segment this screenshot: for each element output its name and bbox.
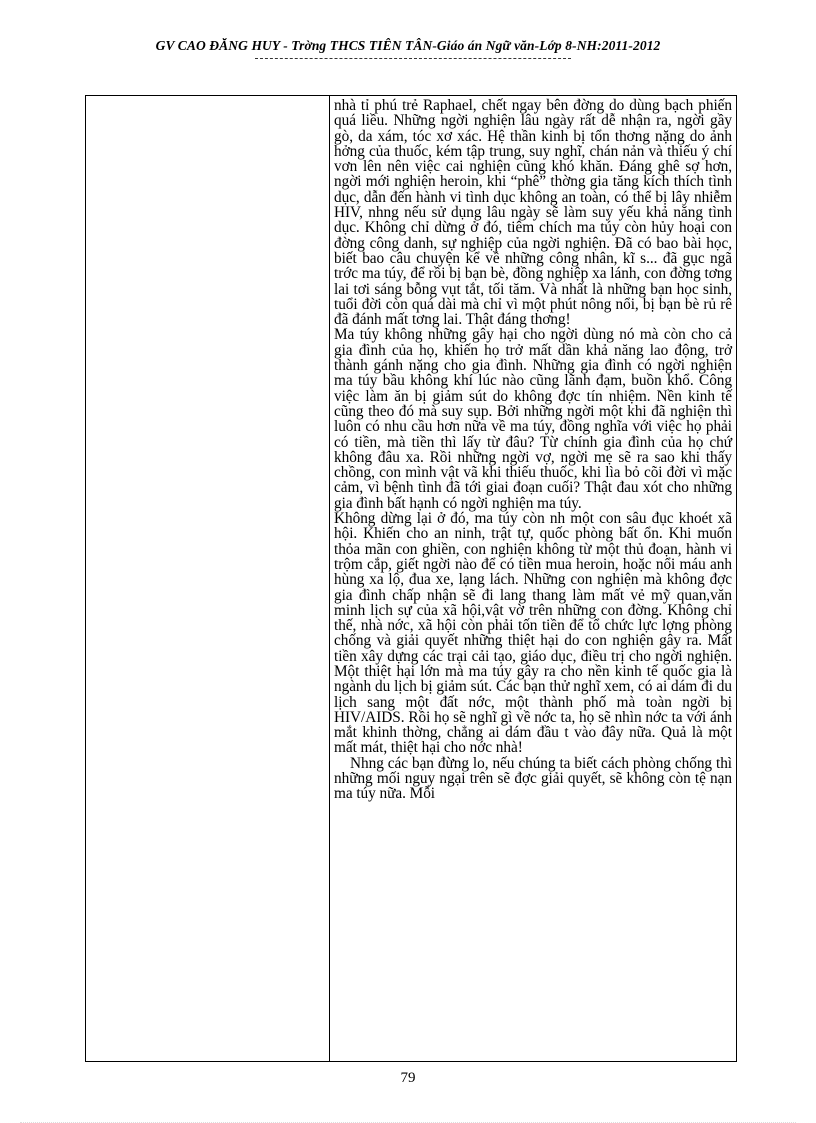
paragraph-1: nhà tỉ phú trẻ Raphael, chết ngay bên đờng do dùng bạch phiến quá liều. Những ngời nghiện lâu ngày rất dễ nhận ra, ngời gầy gò, da xám, tóc xơ xác. Hệ thần kinh bị tổn thơng nặng do ảnh hởng của thuốc, kém tập trung, suy nghĩ, chán nản và thiếu ý chí vơn lên nên việc cai nghiện cũng khó khăn. Đáng ghê sợ hơn, ngời mới nghiện heroin, khi “phê” thờng gia tăng kích thích tình dục, dẫn đến hành vi tình dục không an toàn, có thể bị lây nhiễm HIV, nhng nếu sử dụng lâu ngày sẽ làm suy yếu khả năng tình dục. Không chỉ dừng ở đó, tiêm chích ma túy còn hủy hoại con đờng công danh, sự nghiệp của ngời nghiện. Đã có bao bài học, biết bao câu chuyện kể về những công nhân, kĩ s... đã gục ngã trớc ma túy, để rồi bị bạn bè, đồng nghiệp xa lánh, con đờng tơng lai tơi sáng bỗng vụt tắt, tối tăm. Và nhất là những bạn học sinh, tuổi đời còn quá dài mà chỉ vì một phút nông nổi, bị bạn bè rủ rê đã đánh mất tơng lai. Thật đáng thơng! [334, 97, 732, 329]
page-header: GV CAO ĐĂNG HUY - Trờng THCS TIÊN TÂN-Giáo án Ngữ văn-Lớp 8-NH:2011-2012 [155, 38, 661, 53]
header-rule [255, 58, 571, 59]
paragraph-3: Không dừng lại ở đó, ma túy còn nh một con sâu đục khoét xã hội. Khiến cho an ninh, trật tự, quốc phòng bất ổn. Khi muốn thỏa mãn con ghiền, con nghiện không từ một thủ đoạn, hành vi trộm cắp, giết ngời nào để có tiền mua heroin, hoặc nổi máu anh hùng xa lộ, đua xe, lạng lách. Những con nghiện mà không đợc gia đình chấp nhận sẽ đi lang thang làm mất vẻ mỹ quan,văn minh lịch sự của xã hội,vật vờ trên những con đờng. Không chỉ thế, nhà nớc, xã hội còn phải tốn tiền để tổ chức lực lợng phòng chống và giải quyết những thiệt hại do con nghiện gây ra. Mất tiền xây dựng các trại cải tạo, giáo dục, điều trị cho ngời nghiện. Một thiệt hại lớn mà ma túy gây ra cho nền kinh tế quốc gia là ngành du lịch bị giảm sút. Các bạn thử nghĩ xem, có ai dám đi du lịch sang một đất nớc, một thành phố mà toàn ngời bị HIV/AIDS. Rồi họ sẽ nghĩ gì về nớc ta, họ sẽ nhìn nớc ta với ánh mắt khinh thờng, chẳng ai dám đầu t vào đây nữa. Quả là một mất mát, thiệt hại cho nớc nhà! [334, 510, 732, 757]
page-number: 79 [400, 1070, 416, 1086]
paragraph-2: Ma túy không những gây hại cho ngời dùng nó mà còn cho cả gia đình của họ, khiến họ trở mất dần khả năng lao động, trở thành gánh nặng cho gia đình. Những gia đình có ngời nghiện ma túy bầu không khí lúc nào cũng lãnh đạm, buồn khổ. Công việc làm ăn bị giảm sút do không đợc tín nhiệm. Nền kinh tế cũng theo đó mà suy sụp. Bởi những ngời một khi đã nghiện thì luôn có nhu cầu hơn nữa về ma túy, đồng nghĩa với việc họ phải có tiền, mà tiền thì lấy từ đâu? Từ chính gia đình của họ chứ không đâu xa. Rồi những ngời vợ, ngời mẹ sẽ ra sao khi thấy chồng, con mình vật vã khi thiếu thuốc, khi lìa bỏ cõi đời vì mặc cảm, vì bệnh tình đã tới giai đoạn cuối? Thật đau xót cho những gia đình bất hạnh có ngời nghiện ma túy. [334, 326, 732, 512]
paragraph-4: Nhng các bạn đừng lo, nếu chúng ta biết cách phòng chống thì những mối nguy ngại trên sẽ đợc giải quyết, sẽ không còn tệ nạn ma túy nữa. Mỗi [334, 754, 732, 803]
lesson-table [85, 95, 737, 1062]
right-column [330, 96, 736, 1061]
left-column [86, 96, 330, 1061]
